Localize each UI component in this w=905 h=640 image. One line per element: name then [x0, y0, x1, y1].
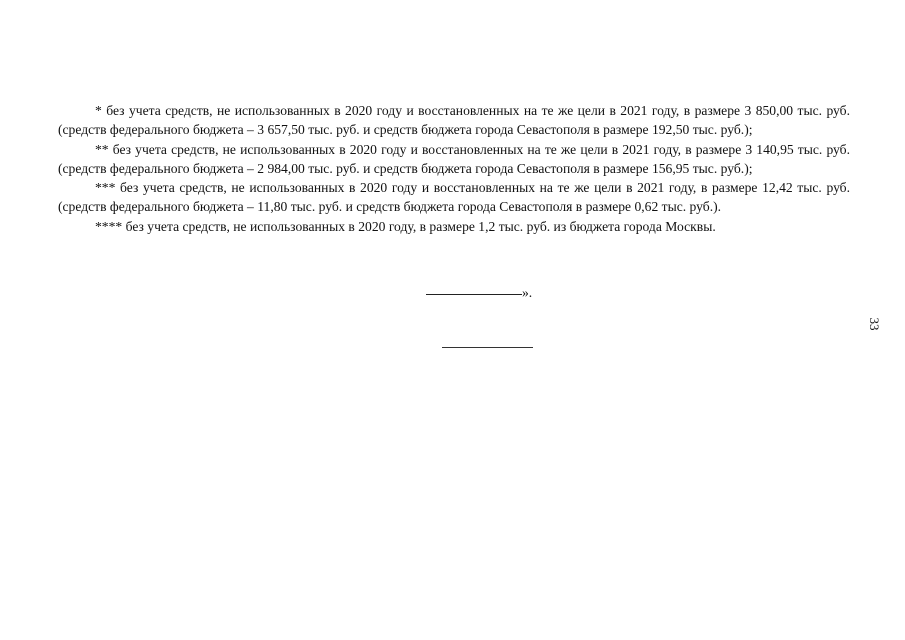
footnote-4: **** без учета средств, не использованных в 2020 году, в размере 1,2 тыс. руб. из бюджета города Москвы.	[95, 218, 716, 234]
footnote-2: ** без учета средств, не использованных в 2020 году и восстановленных на те же цели в 2021 году, в размере 3 140,95 тыс. руб. (средств федерального бюджета – 2 984,00 тыс. руб. и средств бюджета города Севастополя в размере 156,95 тыс. руб.);	[58, 141, 850, 176]
footnote-3: *** без учета средств, не использованных в 2020 году и восстановленных на те же цели в 2021 году, в размере 12,42 тыс. руб. (средств федерального бюджета – 11,80 тыс. руб. и средств бюджета города Севастополя в размере 0,62 тыс. руб.).	[58, 180, 850, 215]
closing-line	[426, 283, 532, 302]
footnotes-block	[58, 101, 850, 236]
page-number: 33	[867, 317, 882, 331]
closing-underline	[426, 294, 522, 295]
footnote-1: * без учета средств, не использованных в 2020 году и восстановленных на те же цели в 2021 году, в размере 3 850,00 тыс. руб. (средств федерального бюджета – 3 657,50 тыс. руб. и средств бюджета города Севастополя в размере 192,50 тыс. руб.);	[58, 103, 850, 138]
end-separator	[442, 347, 533, 348]
closing-quote: ».	[522, 285, 533, 300]
